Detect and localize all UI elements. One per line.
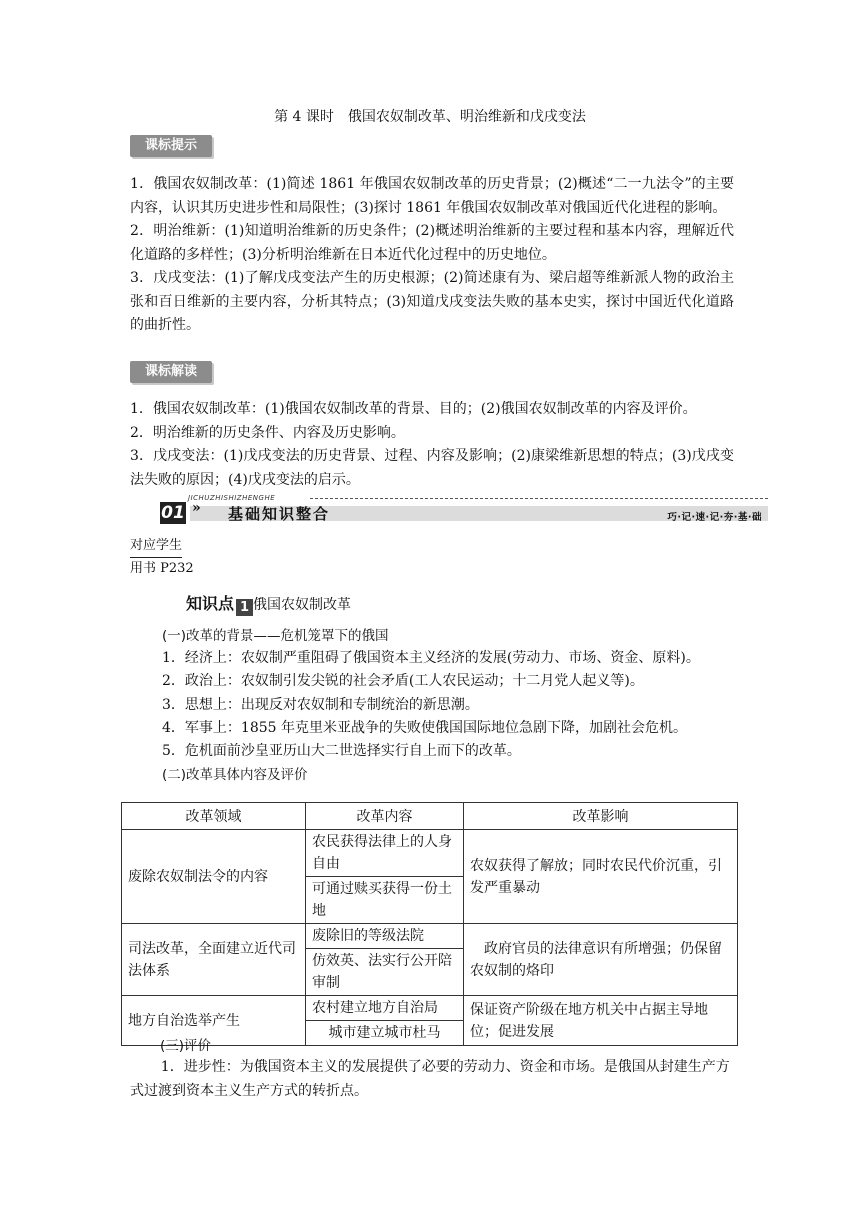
table-cell-content: 仿效英、法实行公开陪审制 xyxy=(306,949,464,996)
evaluation-text: 1．进步性：为俄国资本主义的发展提供了必要的劳动力、资金和市场。是俄国从封建生产方式过渡到资本主义生产方式的转折点。 xyxy=(130,1059,730,1099)
standard-read-item: 2．明治维新的历史条件、内容及历史影响。 xyxy=(130,424,405,441)
banner-title: 基础知识整合 xyxy=(228,505,331,523)
table-cell-field: 废除农奴制法令的内容 xyxy=(122,830,306,924)
list-item: 1．经济上：农奴制严重阻碍了俄国资本主义经济的发展(劳动力、市场、资金、原料)。 xyxy=(162,650,700,666)
section1-list xyxy=(162,647,742,763)
table-header: 改革领域 xyxy=(122,803,306,830)
standard-hint-tag: 课标提示 xyxy=(130,135,212,157)
table-cell-field: 地方自治选举产生 xyxy=(122,996,306,1046)
list-item: 5．危机面前沙皇亚历山大二世选择实行自上而下的改革。 xyxy=(162,743,521,760)
banner-dashed-line xyxy=(310,498,768,499)
table-cell-content: 可通过赎买获得一份土地 xyxy=(306,877,464,924)
table-cell-content: 废除旧的等级法院 xyxy=(306,924,464,949)
table-cell-impact: 政府官员的法律意识有所增强；仍保留农奴制的烙印 xyxy=(464,924,738,996)
table-header: 改革影响 xyxy=(464,803,738,830)
list-item: 4．军事上：1855 年克里米亚战争的失败使俄国国际地位急剧下降，加剧社会危机。 xyxy=(162,719,687,736)
table-row xyxy=(122,924,738,949)
section1-heading: (一)改革的背景——危机笼罩下的俄国 xyxy=(162,628,389,644)
section-banner xyxy=(160,494,768,528)
table-header-row xyxy=(122,803,738,830)
section2-heading: (二)改革具体内容及评价 xyxy=(162,767,308,783)
knowledge-point-number: 1 xyxy=(236,599,253,616)
table-cell-impact: 农奴获得了解放；同时农民代价沉重，引发严重暴动 xyxy=(464,830,738,924)
standard-hint-body xyxy=(130,173,734,338)
standard-read-tag: 课标解读 xyxy=(130,361,212,383)
reform-table xyxy=(121,802,738,1046)
table-cell-field: 司法改革，全面建立近代司法体系 xyxy=(122,924,306,996)
list-item: 3．思想上：出现反对农奴制和专制统治的新思潮。 xyxy=(162,696,479,713)
knowledge-point-label: 知识点 xyxy=(186,594,235,613)
knowledge-point-name: 俄国农奴制改革 xyxy=(253,597,352,613)
banner-number: 01 xyxy=(161,503,185,523)
page-title: 第 4 课时 俄国农奴制改革、明治维新和戊戌变法 xyxy=(274,109,586,125)
banner-pinyin: JICHUZHISHIZHENGHE xyxy=(188,494,276,502)
table-row xyxy=(122,996,738,1021)
table-header: 改革内容 xyxy=(306,803,464,830)
side-note-line1: 对应学生 xyxy=(130,535,182,558)
table-cell-content: 农村建立地方自治局 xyxy=(306,996,464,1021)
standard-read-item: 1．俄国农奴制改革：(1)俄国农奴制改革的背景、目的；(2)俄国农奴制改革的内容及评价。 xyxy=(130,401,697,417)
standard-read-body xyxy=(130,398,734,492)
list-item: 2．政治上：农奴制引发尖锐的社会矛盾(工人农民运动；十二月党人起义等)。 xyxy=(162,673,644,690)
table-cell-content: 城市建立城市杜马 xyxy=(306,1021,464,1046)
banner-subtitle: 巧·记·速·记·夯·基·础 xyxy=(667,512,762,523)
standard-hint-item: 1．俄国农奴制改革：(1)简述 1861 年俄国农奴制改革的历史背景；(2)概述“二一九法令”的主要内容，认识其历史进步性和局限性；(3)探讨 1861 年俄国农奴制改革对俄国近代化进程的影响。 xyxy=(130,176,734,216)
section3-heading: (三)评价 xyxy=(160,1038,212,1054)
knowledge-point-heading xyxy=(186,591,351,616)
standard-hint-item: 3．戊戌变法：(1)了解戊戌变法产生的历史根源；(2)简述康有为、梁启超等维新派人物的政治主张和百日维新的主要内容，分析其特点；(3)知道戊戌变法失败的基本史实，探讨中国近代化道路的曲折性。 xyxy=(130,270,734,333)
standard-hint-item: 2．明治维新：(1)知道明治维新的历史条件；(2)概述明治维新的主要过程和基本内容，理解近代化道路的多样性；(3)分析明治维新在日本近代化过程中的历史地位。 xyxy=(130,223,734,263)
table-row xyxy=(122,830,738,877)
side-note xyxy=(130,535,194,580)
standard-read-item: 3．戊戌变法：(1)戊戌变法的历史背景、过程、内容及影响；(2)康梁维新思想的特点；(3)戊戌变法失败的原因；(4)戊戌变法的启示。 xyxy=(130,448,734,488)
table-cell-content: 农民获得法律上的人身自由 xyxy=(306,830,464,877)
table-cell-impact: 保证资产阶级在地方机关中占据主导地位；促进发展 xyxy=(464,996,738,1046)
double-chevron-icon: » xyxy=(192,500,201,516)
side-note-line2: 用书 P232 xyxy=(130,561,194,576)
